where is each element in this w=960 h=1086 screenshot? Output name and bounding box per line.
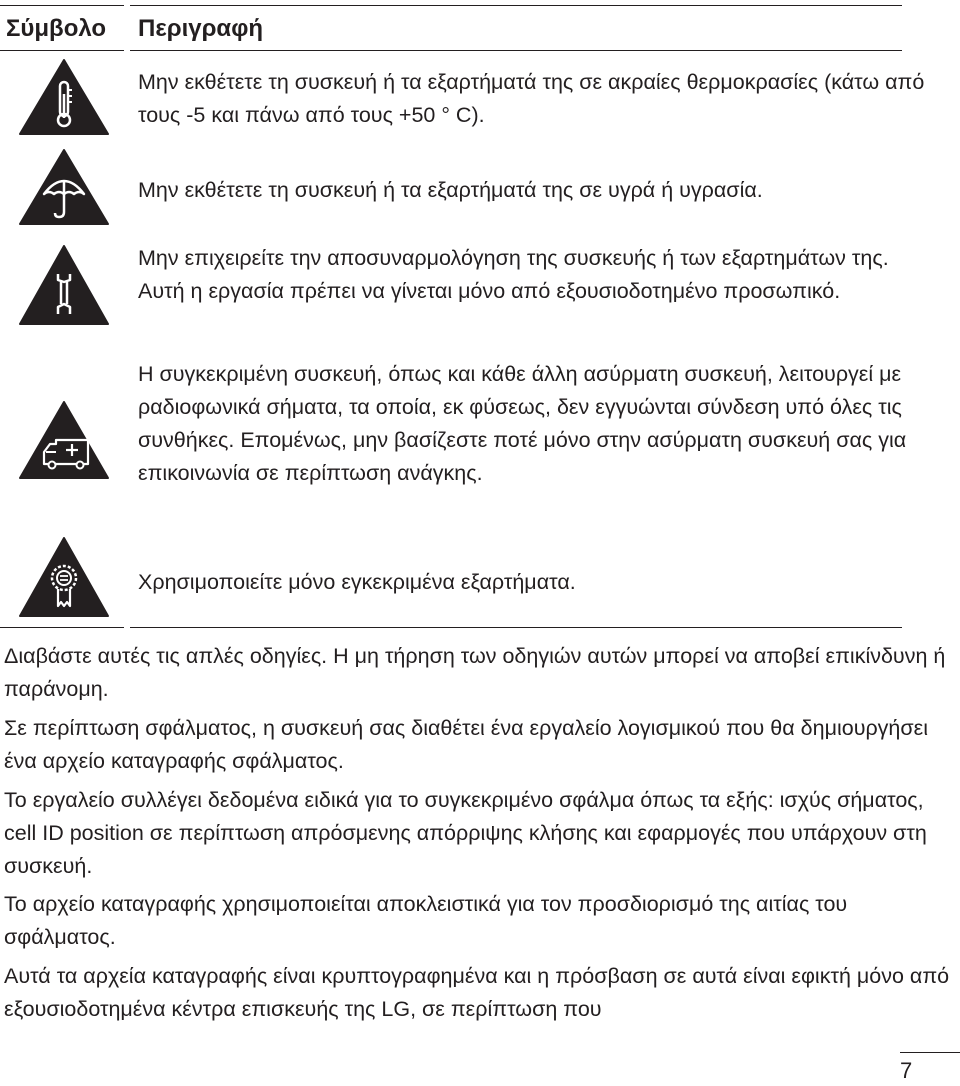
emergency-ambulance-warning-icon [18, 400, 110, 480]
body-paragraph: Διαβάστε αυτές τις απλές οδηγίες. Η μη τήρηση των οδηγιών αυτών μπορεί να αποβεί επικίνδυνη ή παράνομη. [4, 644, 946, 701]
temperature-warning-text: Μην εκθέτετε τη συσκευή ή τα εξαρτήματά της σε ακραίες θερμοκρασίες (κάτω από τους -5 και πάνω από τους +50 ° C). [138, 70, 925, 127]
table-header-rule [0, 50, 124, 51]
description-column-header: Περιγραφή [138, 15, 264, 42]
body-paragraph: Σε περίπτωση σφάλματος, η συσκευή σας διαθέτει ένα εργαλείο λογισμικού που θα δημιουργήσει ένα αρχείο καταγραφής σφάλματος. [4, 716, 929, 773]
body-paragraph: Το εργαλείο συλλέγει δεδομένα ειδικά για το συγκεκριμένο σφάλμα όπως τα εξής: ισχύς σήματος, cell ID position σε περίπτωση απρόσμενης απόρριψης κλήσης και εφαρμογές που υπάρχουν στη συσκευή. [4, 788, 927, 878]
symbol-column-header: Σύμβολο [6, 15, 107, 42]
table-bottom-rule-right [130, 627, 902, 628]
no-disassembly-wrench-warning-icon [18, 244, 110, 326]
approved-accessories-badge-icon [18, 536, 110, 618]
table-top-rule [0, 5, 124, 6]
extreme-temperature-warning-icon [18, 58, 110, 136]
moisture-warning-text: Μην εκθέτετε τη συσκευή ή τα εξαρτήματά της σε υγρά ή υγρασία. [138, 178, 763, 202]
table-bottom-rule [0, 627, 124, 628]
page-number-rule [900, 1052, 960, 1053]
body-paragraph: Αυτά τα αρχεία καταγραφής είναι κρυπτογραφημένα και η πρόσβαση σε αυτά είναι εφικτή μόνο από εξουσιοδοτημένα κέντρα επισκευής της LG, σε περίπτωση που [4, 964, 950, 1021]
table-header-rule-right [130, 50, 902, 51]
page-number: 7 [900, 1058, 913, 1083]
emergency-warning-text: Η συγκεκριμένη συσκευή, όπως και κάθε άλλη ασύρματη συσκευή, λειτουργεί με ραδιοφωνικά σήματα, τα οποία, εκ φύσεως, δεν εγγυώνται σύνδεση υπό όλες τις συνθήκες. Επομένως, μην βασίζεστε ποτέ μόνο στην ασύρματη συσκευή σας για επικοινωνία σε περίπτωση ανάγκης. [138, 362, 907, 485]
approved-accessories-text: Χρησιμοποιείτε μόνο εγκεκριμένα εξαρτήματα. [138, 570, 576, 594]
moisture-umbrella-warning-icon [18, 148, 110, 226]
disassembly-warning-text: Μην επιχειρείτε την αποσυναρμολόγηση της συσκευής ή των εξαρτημάτων της. Αυτή η εργασία πρέπει να γίνεται μόνο από εξουσιοδοτημένο προσωπικό. [138, 246, 889, 303]
body-paragraph: Το αρχείο καταγραφής χρησιμοποιείται αποκλειστικά για τον προσδιορισμό της αιτίας του σφάλματος. [4, 892, 848, 949]
table-top-rule-right [130, 5, 902, 6]
